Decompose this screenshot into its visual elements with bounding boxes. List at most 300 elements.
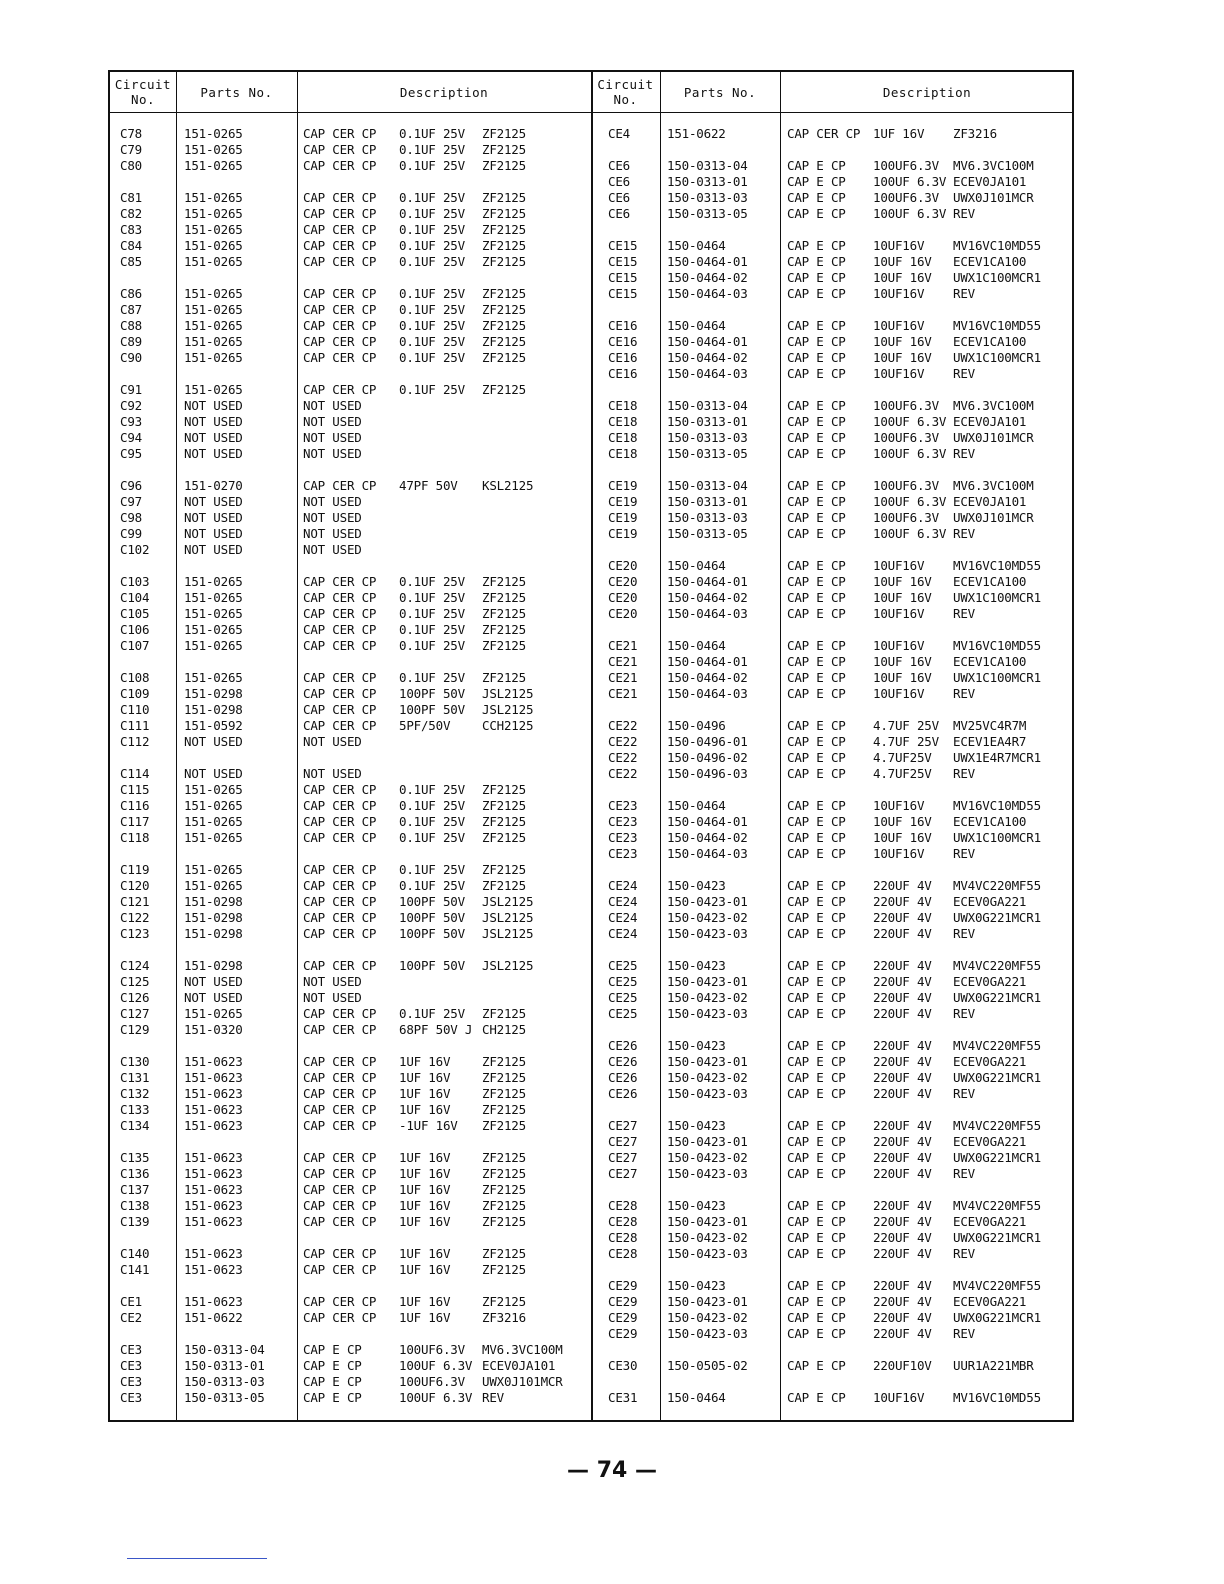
table-row — [110, 1054, 1072, 1070]
part-rating: 0.1UF 25V — [399, 782, 465, 797]
part-spec: UWX1C100MCR1 — [953, 670, 1041, 685]
part-no: 151-0265 — [184, 862, 243, 877]
part-type: NOT USED — [303, 446, 362, 461]
part-type: CAP E CP — [787, 478, 846, 493]
circuit-no: CE16 — [608, 350, 638, 365]
part-rating: -1UF 16V — [399, 1118, 458, 1133]
part-spec: ZF2125 — [482, 158, 526, 173]
circuit-no: C105 — [120, 606, 150, 621]
part-type: CAP E CP — [787, 686, 846, 701]
circuit-no: C96 — [120, 478, 142, 493]
circuit-no: CE22 — [608, 718, 638, 733]
part-spec: ZF2125 — [482, 782, 526, 797]
part-spec: REV — [953, 766, 975, 781]
part-rating: 1UF 16V — [399, 1054, 451, 1069]
part-rating: 0.1UF 25V — [399, 638, 465, 653]
part-type: CAP E CP — [787, 590, 846, 605]
circuit-no: C88 — [120, 318, 142, 333]
part-no: 150-0423-02 — [667, 1150, 748, 1165]
part-no: 151-0265 — [184, 622, 243, 637]
part-no: 151-0265 — [184, 814, 243, 829]
part-spec: REV — [953, 446, 975, 461]
part-rating: 10UF16V — [873, 638, 925, 653]
circuit-no: C106 — [120, 622, 150, 637]
part-spec: MV4VC220MF55 — [953, 878, 1041, 893]
part-type: CAP CER CP — [303, 702, 377, 717]
part-type: CAP CER CP — [303, 862, 377, 877]
circuit-no: CE1 — [120, 1294, 142, 1309]
part-type: CAP CER CP — [303, 1118, 377, 1133]
part-spec: REV — [953, 366, 975, 381]
circuit-no: CE26 — [608, 1054, 638, 1069]
part-rating: 220UF 4V — [873, 990, 932, 1005]
part-spec: ZF2125 — [482, 1070, 526, 1085]
part-type: CAP E CP — [787, 1214, 846, 1229]
part-no: 150-0313-03 — [667, 190, 748, 205]
part-no: 151-0622 — [184, 1310, 243, 1325]
part-spec: REV — [953, 1006, 975, 1021]
part-type: CAP CER CP — [303, 1214, 377, 1229]
part-spec: REV — [953, 1326, 975, 1341]
part-type: CAP E CP — [787, 1134, 846, 1149]
circuit-no: CE20 — [608, 590, 638, 605]
part-no: 150-0313-03 — [184, 1374, 265, 1389]
circuit-no: CE6 — [608, 206, 630, 221]
part-spec: ZF2125 — [482, 638, 526, 653]
part-spec: UWX0J101MCR — [953, 510, 1034, 525]
part-type: CAP CER CP — [303, 878, 377, 893]
circuit-no: CE28 — [608, 1214, 638, 1229]
table-row — [110, 702, 1072, 718]
part-rating: 100UF6.3V — [873, 478, 939, 493]
part-spec: ZF2125 — [482, 206, 526, 221]
part-rating: 10UF 16V — [873, 670, 932, 685]
table-row — [110, 1070, 1072, 1086]
part-no: 150-0423-03 — [667, 926, 748, 941]
parts-list-table — [108, 70, 1074, 1422]
part-no: 150-0423-03 — [667, 1086, 748, 1101]
table-row — [110, 1390, 1072, 1406]
part-spec: ECEV0GA221 — [953, 1294, 1027, 1309]
part-type: CAP E CP — [787, 190, 846, 205]
circuit-no: C140 — [120, 1246, 150, 1261]
circuit-no: CE2 — [120, 1310, 142, 1325]
part-spec: MV4VC220MF55 — [953, 1038, 1041, 1053]
part-spec: MV4VC220MF55 — [953, 1198, 1041, 1213]
circuit-no: C95 — [120, 446, 142, 461]
part-spec: KSL2125 — [482, 478, 534, 493]
part-type: NOT USED — [303, 414, 362, 429]
part-type: CAP E CP — [787, 174, 846, 189]
circuit-no: C97 — [120, 494, 142, 509]
table-row — [110, 510, 1072, 526]
part-no: 151-0623 — [184, 1262, 243, 1277]
table-row — [110, 622, 1072, 638]
part-spec: ECEV1CA100 — [953, 574, 1027, 589]
part-rating: 220UF 4V — [873, 926, 932, 941]
part-type: CAP E CP — [787, 510, 846, 525]
circuit-no: CE18 — [608, 430, 638, 445]
circuit-no: C78 — [120, 126, 142, 141]
part-no: 151-0265 — [184, 142, 243, 157]
part-type: CAP E CP — [787, 1086, 846, 1101]
part-no: 151-0265 — [184, 254, 243, 269]
table-row — [110, 654, 1072, 670]
part-no: 150-0464-03 — [667, 846, 748, 861]
circuit-no: C119 — [120, 862, 150, 877]
part-no: 150-0423-01 — [667, 1214, 748, 1229]
part-rating: 220UF 4V — [873, 1326, 932, 1341]
part-rating: 1UF 16V — [873, 126, 925, 141]
circuit-no: CE26 — [608, 1086, 638, 1101]
circuit-no: C112 — [120, 734, 150, 749]
part-no: 151-0265 — [184, 238, 243, 253]
circuit-no: CE19 — [608, 494, 638, 509]
part-no: NOT USED — [184, 766, 243, 781]
table-row — [110, 1326, 1072, 1342]
part-rating: 0.1UF 25V — [399, 222, 465, 237]
header-parts-left: Parts No. — [200, 84, 273, 100]
circuit-no: CE6 — [608, 174, 630, 189]
table-row — [110, 206, 1072, 222]
part-no: 151-0265 — [184, 606, 243, 621]
part-spec: ZF2125 — [482, 622, 526, 637]
circuit-no: C104 — [120, 590, 150, 605]
part-no: 150-0423-02 — [667, 1070, 748, 1085]
circuit-no: CE25 — [608, 1006, 638, 1021]
part-no: 150-0313-04 — [667, 478, 748, 493]
part-rating: 100PF 50V — [399, 926, 465, 941]
circuit-no: C84 — [120, 238, 142, 253]
part-no: 150-0423 — [667, 1198, 726, 1213]
part-type: CAP E CP — [787, 894, 846, 909]
part-type: CAP E CP — [787, 638, 846, 653]
part-no: 150-0313-04 — [184, 1342, 265, 1357]
part-spec: JSL2125 — [482, 702, 534, 717]
part-spec: ECEV0GA221 — [953, 894, 1027, 909]
part-spec: ZF2125 — [482, 142, 526, 157]
part-spec: ZF2125 — [482, 190, 526, 205]
part-no: 151-0623 — [184, 1086, 243, 1101]
part-no: NOT USED — [184, 430, 243, 445]
table-row — [110, 526, 1072, 542]
circuit-no: C102 — [120, 542, 150, 557]
circuit-no: CE21 — [608, 670, 638, 685]
circuit-no: CE30 — [608, 1358, 638, 1373]
table-row — [110, 1102, 1072, 1118]
part-rating: 220UF 4V — [873, 1230, 932, 1245]
part-no: 150-0423-01 — [667, 974, 748, 989]
circuit-no: CE19 — [608, 510, 638, 525]
circuit-no: C132 — [120, 1086, 150, 1101]
part-no: 150-0464-01 — [667, 334, 748, 349]
part-spec: UWX0J101MCR — [953, 190, 1034, 205]
part-no: 150-0464 — [667, 638, 726, 653]
table-row — [110, 558, 1072, 574]
part-rating: 1UF 16V — [399, 1310, 451, 1325]
part-no: 150-0464 — [667, 1390, 726, 1405]
part-type: CAP E CP — [787, 734, 846, 749]
table-row — [110, 158, 1072, 174]
circuit-no: C137 — [120, 1182, 150, 1197]
table-row — [110, 398, 1072, 414]
part-type: CAP E CP — [787, 1070, 846, 1085]
part-no: 151-0623 — [184, 1198, 243, 1213]
part-rating: 220UF 4V — [873, 1070, 932, 1085]
part-no: 150-0464-02 — [667, 670, 748, 685]
part-no: 151-0623 — [184, 1166, 243, 1181]
part-type: CAP E CP — [787, 286, 846, 301]
table-row — [110, 1134, 1072, 1150]
table-row — [110, 590, 1072, 606]
part-spec: ZF2125 — [482, 606, 526, 621]
part-type: CAP E CP — [787, 526, 846, 541]
part-spec: ZF2125 — [482, 1086, 526, 1101]
circuit-no: CE27 — [608, 1150, 638, 1165]
table-row — [110, 894, 1072, 910]
part-no: 151-0623 — [184, 1070, 243, 1085]
part-rating: 100PF 50V — [399, 910, 465, 925]
part-rating: 220UF 4V — [873, 1134, 932, 1149]
circuit-no: C129 — [120, 1022, 150, 1037]
part-no: 151-0265 — [184, 206, 243, 221]
part-no: NOT USED — [184, 734, 243, 749]
part-type: CAP CER CP — [303, 190, 377, 205]
part-rating: 100UF 6.3V — [399, 1390, 473, 1405]
part-spec: MV16VC10MD55 — [953, 558, 1041, 573]
part-rating: 100UF6.3V — [399, 1342, 465, 1357]
circuit-no: C136 — [120, 1166, 150, 1181]
part-rating: 10UF 16V — [873, 350, 932, 365]
part-no: 150-0313-04 — [667, 158, 748, 173]
circuit-no: C141 — [120, 1262, 150, 1277]
part-spec: UWX0G221MCR1 — [953, 1310, 1041, 1325]
part-no: 151-0265 — [184, 350, 243, 365]
circuit-no: C130 — [120, 1054, 150, 1069]
part-spec: JSL2125 — [482, 926, 534, 941]
part-spec: ZF2125 — [482, 1182, 526, 1197]
table-row — [110, 926, 1072, 942]
part-no: 151-0265 — [184, 190, 243, 205]
part-type: NOT USED — [303, 734, 362, 749]
part-type: CAP CER CP — [303, 606, 377, 621]
table-row — [110, 734, 1072, 750]
part-spec: REV — [953, 526, 975, 541]
part-spec: ZF2125 — [482, 1150, 526, 1165]
part-no: NOT USED — [184, 974, 243, 989]
part-type: CAP E CP — [787, 1054, 846, 1069]
circuit-no: CE23 — [608, 830, 638, 845]
circuit-no: CE23 — [608, 846, 638, 861]
header-description-right: Description — [882, 84, 972, 100]
part-rating: 0.1UF 25V — [399, 878, 465, 893]
table-row — [110, 414, 1072, 430]
part-no: 151-0592 — [184, 718, 243, 733]
part-rating: 220UF 4V — [873, 1198, 932, 1213]
table-row — [110, 254, 1072, 270]
circuit-no: CE24 — [608, 926, 638, 941]
part-type: CAP CER CP — [303, 222, 377, 237]
part-rating: 220UF 4V — [873, 958, 932, 973]
part-type: CAP CER CP — [303, 1150, 377, 1165]
part-type: CAP CER CP — [303, 574, 377, 589]
part-type: CAP E CP — [787, 446, 846, 461]
table-row — [110, 974, 1072, 990]
part-rating: 100UF 6.3V — [873, 494, 947, 509]
part-no: 150-0423 — [667, 958, 726, 973]
part-type: CAP E CP — [787, 814, 846, 829]
part-type: CAP E CP — [787, 1326, 846, 1341]
part-no: NOT USED — [184, 526, 243, 541]
part-rating: 10UF16V — [873, 846, 925, 861]
circuit-no: CE18 — [608, 446, 638, 461]
part-no: 150-0423-01 — [667, 1294, 748, 1309]
part-type: CAP E CP — [787, 494, 846, 509]
circuit-no: C83 — [120, 222, 142, 237]
circuit-no: C116 — [120, 798, 150, 813]
part-type: CAP E CP — [787, 1198, 846, 1213]
circuit-no: C114 — [120, 766, 150, 781]
circuit-no: C135 — [120, 1150, 150, 1165]
table-row — [110, 430, 1072, 446]
table-row — [110, 1342, 1072, 1358]
circuit-no: CE29 — [608, 1326, 638, 1341]
circuit-no: C89 — [120, 334, 142, 349]
part-type: CAP CER CP — [303, 814, 377, 829]
part-rating: 10UF16V — [873, 606, 925, 621]
part-rating: 100UF6.3V — [873, 430, 939, 445]
circuit-no: CE20 — [608, 606, 638, 621]
part-rating: 100PF 50V — [399, 702, 465, 717]
part-rating: 4.7UF 25V — [873, 718, 939, 733]
part-spec: ZF2125 — [482, 1198, 526, 1213]
part-type: CAP E CP — [787, 958, 846, 973]
part-spec: MV16VC10MD55 — [953, 238, 1041, 253]
circuit-no: CE6 — [608, 158, 630, 173]
part-spec: JSL2125 — [482, 910, 534, 925]
part-type: CAP E CP — [787, 910, 846, 925]
part-spec: ZF2125 — [482, 1054, 526, 1069]
circuit-no: C125 — [120, 974, 150, 989]
part-no: 151-0270 — [184, 478, 243, 493]
part-rating: 68PF 50V J — [399, 1022, 473, 1037]
part-rating: 1UF 16V — [399, 1262, 451, 1277]
part-spec: ECEV0JA101 — [953, 414, 1027, 429]
circuit-no: CE21 — [608, 686, 638, 701]
part-no: 150-0464 — [667, 558, 726, 573]
part-rating: 100UF 6.3V — [873, 414, 947, 429]
part-no: NOT USED — [184, 510, 243, 525]
part-spec: REV — [953, 846, 975, 861]
part-type: CAP E CP — [787, 1278, 846, 1293]
part-spec: ZF2125 — [482, 1246, 526, 1261]
part-no: 150-0496-02 — [667, 750, 748, 765]
part-no: 150-0423-02 — [667, 1310, 748, 1325]
part-rating: 10UF 16V — [873, 654, 932, 669]
part-no: 150-0464-03 — [667, 366, 748, 381]
table-row — [110, 910, 1072, 926]
part-spec: MV16VC10MD55 — [953, 638, 1041, 653]
table-row — [110, 878, 1072, 894]
part-rating: 220UF 4V — [873, 1294, 932, 1309]
part-rating: 100UF6.3V — [399, 1374, 465, 1389]
circuit-no: CE22 — [608, 734, 638, 749]
table-row — [110, 574, 1072, 590]
part-type: CAP E CP — [303, 1358, 362, 1373]
part-spec: MV16VC10MD55 — [953, 1390, 1041, 1405]
part-rating: 0.1UF 25V — [399, 158, 465, 173]
part-no: 150-0423-01 — [667, 1134, 748, 1149]
part-no: 151-0623 — [184, 1118, 243, 1133]
part-rating: 0.1UF 25V — [399, 318, 465, 333]
part-no: 151-0265 — [184, 670, 243, 685]
table-row — [110, 606, 1072, 622]
part-type: CAP E CP — [787, 574, 846, 589]
circuit-no: C139 — [120, 1214, 150, 1229]
part-no: NOT USED — [184, 494, 243, 509]
part-type: CAP E CP — [787, 206, 846, 221]
part-spec: ZF2125 — [482, 1118, 526, 1133]
part-rating: 220UF 4V — [873, 1246, 932, 1261]
part-no: 150-0313-03 — [667, 430, 748, 445]
part-type: CAP CER CP — [787, 126, 861, 141]
part-rating: 1UF 16V — [399, 1182, 451, 1197]
part-spec: ZF2125 — [482, 1166, 526, 1181]
circuit-no: CE25 — [608, 958, 638, 973]
part-rating: 220UF 4V — [873, 1310, 932, 1325]
header-description-left: Description — [399, 84, 489, 100]
part-rating: 220UF 4V — [873, 1118, 932, 1133]
part-spec: UWX0G221MCR1 — [953, 1150, 1041, 1165]
circuit-no: CE20 — [608, 558, 638, 573]
table-row — [110, 1022, 1072, 1038]
circuit-no: CE15 — [608, 238, 638, 253]
circuit-no: C111 — [120, 718, 150, 733]
circuit-no: CE22 — [608, 766, 638, 781]
part-spec: UWX0J101MCR — [482, 1374, 563, 1389]
table-row — [110, 782, 1072, 798]
table-row — [110, 718, 1072, 734]
part-spec: ECEV0GA221 — [953, 1054, 1027, 1069]
circuit-no: C117 — [120, 814, 150, 829]
table-row — [110, 686, 1072, 702]
part-rating: 0.1UF 25V — [399, 574, 465, 589]
part-type: CAP CER CP — [303, 382, 377, 397]
part-rating: 10UF16V — [873, 318, 925, 333]
part-type: CAP E CP — [787, 878, 846, 893]
part-spec: UWX1C100MCR1 — [953, 270, 1041, 285]
part-no: 150-0464-01 — [667, 254, 748, 269]
circuit-no: C110 — [120, 702, 150, 717]
part-no: 151-0265 — [184, 830, 243, 845]
part-type: CAP E CP — [787, 270, 846, 285]
part-no: 150-0423 — [667, 878, 726, 893]
circuit-no: C82 — [120, 206, 142, 221]
part-rating: 0.1UF 25V — [399, 334, 465, 349]
part-no: 150-0464-01 — [667, 814, 748, 829]
circuit-no: C79 — [120, 142, 142, 157]
part-rating: 0.1UF 25V — [399, 302, 465, 317]
table-row — [110, 478, 1072, 494]
part-spec: MV6.3VC100M — [953, 158, 1034, 173]
part-spec: ECEV1EA4R7 — [953, 734, 1027, 749]
part-rating: 0.1UF 25V — [399, 206, 465, 221]
table-row — [110, 862, 1072, 878]
part-type: CAP CER CP — [303, 1006, 377, 1021]
part-spec: ECEV1CA100 — [953, 334, 1027, 349]
part-type: CAP CER CP — [303, 590, 377, 605]
part-spec: ZF2125 — [482, 254, 526, 269]
